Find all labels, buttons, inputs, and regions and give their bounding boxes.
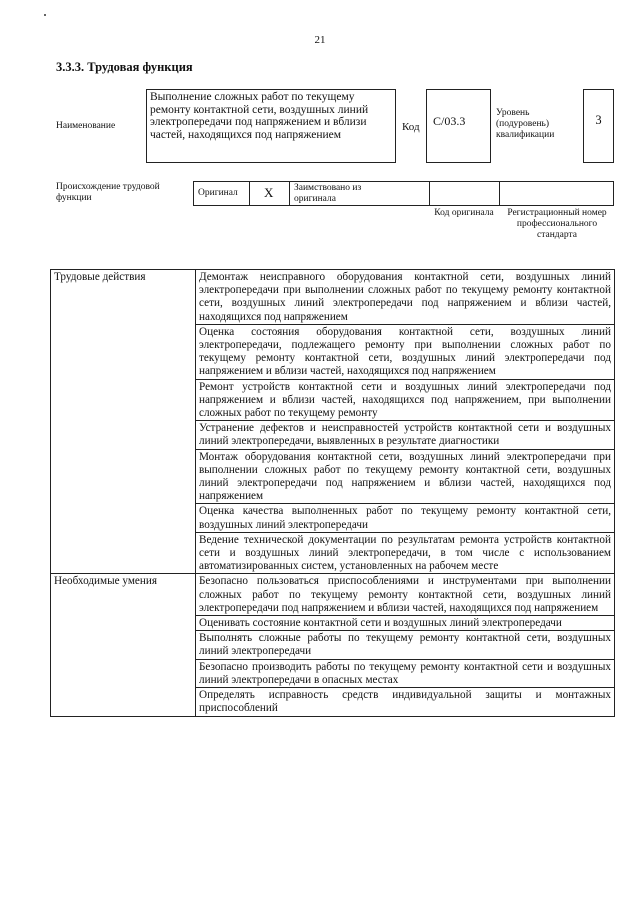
item-cell: Ремонт устройств контактной сети и воздушных линий электропередачи под напряжением и вблизи частей, находящихся под напряжением, при выполнении сложных работ по текущему ремонту xyxy=(196,379,615,421)
scan-speck xyxy=(44,14,46,16)
borrowed-cell xyxy=(290,182,430,205)
function-name-box: Выполнение сложных работ по текущему ремонту контактной сети, воздушных линий электропередачи под напряжением и вблизи частей, находящихся под напряжением xyxy=(146,89,396,163)
original-code-cell xyxy=(430,182,500,205)
category-cell: Трудовые действия xyxy=(51,270,196,574)
original-mark: X xyxy=(264,185,274,200)
item-cell: Определять исправность средств индивидуальной защиты и монтажных приспособлений xyxy=(196,688,615,716)
function-code-box: C/03.3 xyxy=(426,89,491,163)
page-number: 21 xyxy=(314,34,326,46)
code-label: Код xyxy=(402,121,420,133)
origin-row xyxy=(193,181,614,206)
function-details-table xyxy=(50,269,615,717)
level-value-box: 3 xyxy=(583,89,614,163)
original-label: Оригинал xyxy=(198,188,238,198)
item-cell: Безопасно пользоваться приспособлениями и инструментами при выполнении сложных работ по текущему ремонту контактной сети, воздушных линий электропередачи под напряжением и вблизи частей, находящихся под напряжением xyxy=(196,574,615,616)
item-cell: Оценивать состояние контактной сети и воздушных линий электропередачи xyxy=(196,616,615,631)
borrowed-label: Заимствовано из оригинала xyxy=(294,183,362,204)
category-cell: Необходимые умения xyxy=(51,574,196,716)
origin-label: Происхождение трудовой функции xyxy=(56,182,160,203)
item-cell: Оценка качества выполненных работ по текущему ремонту контактной сети, воздушных линий электропередачи xyxy=(196,504,615,532)
code-caption: Код оригинала xyxy=(434,208,494,218)
section-title: 3.3.3. Трудовая функция xyxy=(56,60,193,74)
item-cell: Монтаж оборудования контактной сети, воздушных линий электропередачи при выполнении сложных работ по текущему ремонту контактной сети, воздушных линий электропередачи под напряжением и вблизи частей, находящихся под напряжением xyxy=(196,449,615,504)
item-cell: Безопасно производить работы по текущему ремонту контактной сети и воздушных линий электропередачи в опасных местах xyxy=(196,659,615,687)
registration-caption: Регистрационный номер профессионального стандарта xyxy=(507,208,607,240)
item-cell: Выполнять сложные работы по текущему ремонту контактной сети, воздушных линий электропередачи xyxy=(196,631,615,659)
registration-number-cell xyxy=(500,182,613,205)
table-row xyxy=(51,270,615,325)
item-cell: Ведение технической документации по результатам ремонта устройств контактной сети и воздушных линий электропередачи, в том числе с использованием автоматизированных систем, установленных на рабочем месте xyxy=(196,532,615,574)
original-cell xyxy=(194,182,250,205)
item-cell: Демонтаж неисправного оборудования контактной сети, воздушных линий электропередачи при выполнении сложных работ по текущему ремонту контактной сети, воздушных линий электропередачи под напряжением и вблизи частей, находящихся под напряжением xyxy=(196,270,615,325)
level-label: Уровень (подуровень) квалификации xyxy=(496,108,555,140)
name-label: Наименование xyxy=(56,121,116,131)
table-row xyxy=(51,574,615,616)
original-mark-cell xyxy=(250,182,290,205)
item-cell: Устранение дефектов и неисправностей устройств контактной сети и воздушных линий электропередачи, выявленных в результате диагностики xyxy=(196,421,615,449)
item-cell: Оценка состояния оборудования контактной сети, воздушных линий электропередачи, подлежащего ремонту при выполнении сложных работ по текущему ремонту контактной сети, воздушных линий электропередачи под напряжением и вблизи частей, находящихся под напряжением xyxy=(196,324,615,379)
